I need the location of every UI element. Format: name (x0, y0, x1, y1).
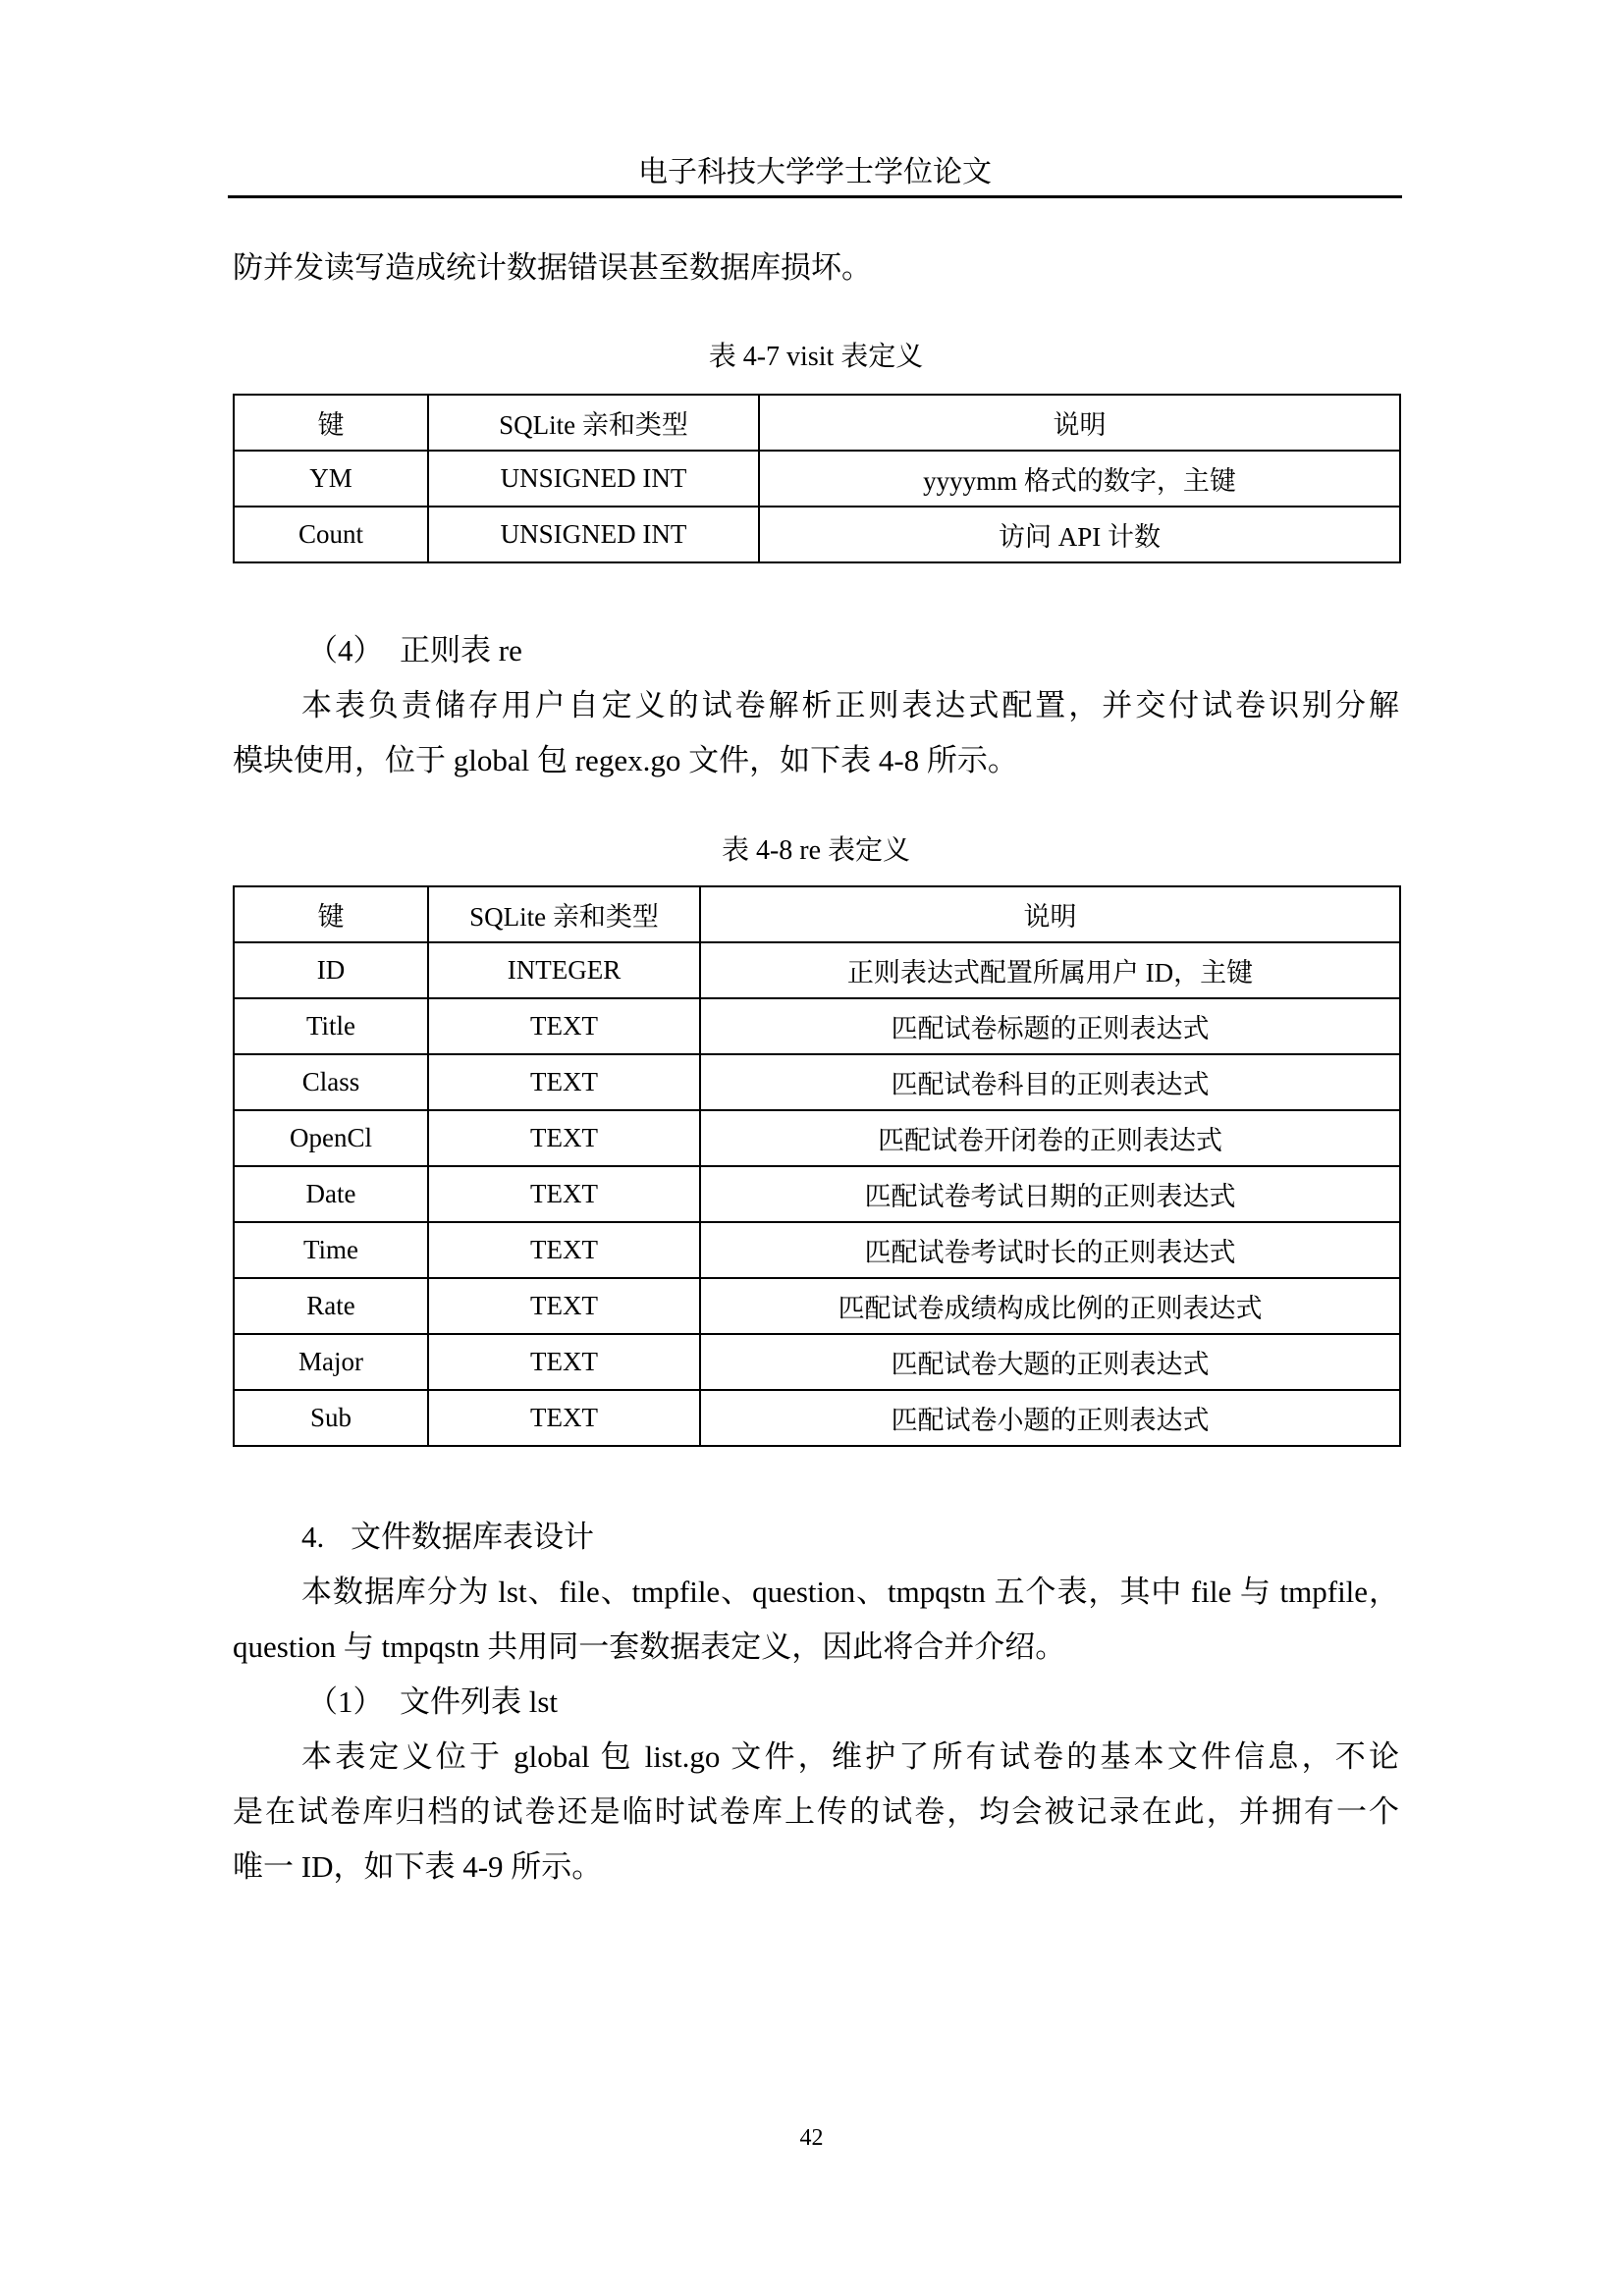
table-cell-affinity: TEXT (428, 1166, 700, 1222)
table-cell-affinity: UNSIGNED INT (428, 507, 759, 562)
header-rule (228, 195, 1402, 198)
column-header-affinity: SQLite 亲和类型 (428, 886, 700, 942)
column-header-affinity: SQLite 亲和类型 (428, 395, 759, 451)
subsection-title: 正则表 re (400, 633, 522, 667)
subsection-number: （4） (307, 633, 384, 667)
section-number: 4. (301, 1520, 325, 1554)
table-row (234, 1222, 1400, 1278)
table-cell-description: yyyymm 格式的数字，主键 (759, 451, 1400, 507)
table-cell-key: Count (234, 507, 428, 562)
table-row (234, 507, 1400, 562)
paragraph-line: 模块使用，位于 global 包 regex.go 文件，如下表 4-8 所示。 (233, 743, 1018, 777)
re-table (233, 885, 1401, 1447)
table-row (234, 1110, 1400, 1166)
column-header-description: 说明 (759, 395, 1400, 451)
table-cell-affinity: TEXT (428, 1334, 700, 1390)
table-cell-key: OpenCl (234, 1110, 428, 1166)
table-cell-description: 匹配试卷考试时长的正则表达式 (700, 1222, 1400, 1278)
table-cell-affinity: TEXT (428, 1054, 700, 1110)
paragraph-line: question 与 tmpqstn 共用同一套数据表定义，因此将合并介绍。 (233, 1629, 1066, 1664)
table-cell-description: 匹配试卷小题的正则表达式 (700, 1390, 1400, 1446)
table-cell-affinity: TEXT (428, 998, 700, 1054)
subsection-number: （1） (307, 1684, 384, 1719)
table-row (234, 1334, 1400, 1390)
paragraph-line: 本表负责储存用户自定义的试卷解析正则表达式配置，并交付试卷识别分解 (301, 688, 1399, 722)
table-cell-description: 访问 API 计数 (759, 507, 1400, 562)
subsection-title: 文件列表 lst (400, 1684, 559, 1719)
table-row (234, 1278, 1400, 1334)
table-caption: 表 4-7 visit 表定义 (708, 342, 924, 372)
table-cell-description: 匹配试卷成绩构成比例的正则表达式 (700, 1278, 1400, 1334)
column-header-key: 键 (234, 886, 428, 942)
table-cell-affinity: TEXT (428, 1390, 700, 1446)
table-cell-key: Class (234, 1054, 428, 1110)
table-cell-description: 匹配试卷考试日期的正则表达式 (700, 1166, 1400, 1222)
table-cell-affinity: UNSIGNED INT (428, 451, 759, 507)
table-row (234, 998, 1400, 1054)
table-cell-key: Time (234, 1222, 428, 1278)
table-cell-affinity: TEXT (428, 1222, 700, 1278)
table-header-row (234, 395, 1400, 451)
column-header-key: 键 (234, 395, 428, 451)
table-header-row (234, 886, 1400, 942)
table-row (234, 942, 1400, 998)
visit-table (233, 394, 1401, 563)
running-header-title: 电子科技大学学士学位论文 (638, 156, 992, 188)
table-cell-description: 匹配试卷标题的正则表达式 (700, 998, 1400, 1054)
paragraph-line: 防并发读写造成统计数据错误甚至数据库损坏。 (233, 250, 872, 285)
table-cell-key: ID (234, 942, 428, 998)
table-row (234, 1390, 1400, 1446)
table-cell-key: Title (234, 998, 428, 1054)
section-title: 文件数据库表设计 (351, 1520, 594, 1554)
table-row (234, 451, 1400, 507)
table-cell-affinity: TEXT (428, 1110, 700, 1166)
table-cell-description: 匹配试卷科目的正则表达式 (700, 1054, 1400, 1110)
table-cell-description: 匹配试卷大题的正则表达式 (700, 1334, 1400, 1390)
paragraph-line: 本表定义位于 global 包 list.go 文件，维护了所有试卷的基本文件信息，不论 (301, 1739, 1399, 1774)
table-cell-description: 正则表达式配置所属用户 ID，主键 (700, 942, 1400, 998)
table-caption: 表 4-8 re 表定义 (721, 835, 911, 866)
table-cell-key: Sub (234, 1390, 428, 1446)
table-row (234, 1166, 1400, 1222)
paragraph-line: 本数据库分为 lst、file、tmpfile、question、tmpqstn 五个表，其中 file 与 tmpfile， (301, 1575, 1399, 1609)
table-cell-key: Major (234, 1334, 428, 1390)
table-cell-affinity: INTEGER (428, 942, 700, 998)
page-number: 42 (799, 2125, 824, 2151)
table-cell-key: YM (234, 451, 428, 507)
paragraph-line: 是在试卷库归档的试卷还是临时试卷库上传的试卷，均会被记录在此，并拥有一个 (233, 1794, 1399, 1829)
table-cell-description: 匹配试卷开闭卷的正则表达式 (700, 1110, 1400, 1166)
table-cell-affinity: TEXT (428, 1278, 700, 1334)
column-header-description: 说明 (700, 886, 1400, 942)
table-cell-key: Date (234, 1166, 428, 1222)
paragraph-line: 唯一 ID，如下表 4-9 所示。 (233, 1849, 603, 1884)
table-cell-key: Rate (234, 1278, 428, 1334)
table-row (234, 1054, 1400, 1110)
